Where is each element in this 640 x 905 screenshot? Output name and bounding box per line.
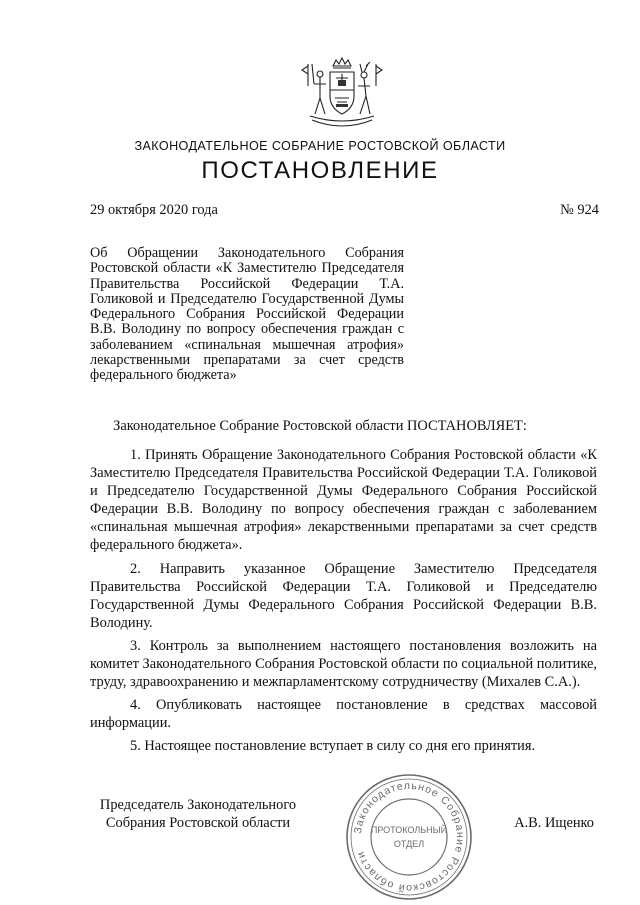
document-type-title: ПОСТАНОВЛЕНИЕ — [201, 157, 439, 184]
document-number: № 924 — [560, 202, 599, 218]
document-date: 29 октября 2020 года — [90, 202, 218, 218]
document-subject: Об Обращении Законодательного Собрания Ростовской области «К Заместителю Председателя Правительства Российской Федерации Т.А. Голиковой и Председателю Государственной Думы Федерального Собрания Российской Федерации В.В. Володину по вопросу обеспечения граждан с заболеванием «спинальная мышечная атрофия» лекарственными препаратами за счет средств федерального бюджета» — [90, 245, 404, 384]
organization-name: ЗАКОНОДАТЕЛЬНОЕ СОБРАНИЕ РОСТОВСКОЙ ОБЛАСТИ — [134, 139, 506, 153]
preamble: Законодательное Собрание Ростовской области ПОСТАНОВЛЯЕТ: — [113, 418, 527, 434]
stamp-center-line-1: ПРОТОКОЛЬНЫЙ — [370, 825, 448, 835]
resolution-item-2: 2. Направить указанное Обращение Заместителю Председателя Правительства Российской Федерации Т.А. Голиковой и Председателю Государственной Думы Федерального Собрания Российской Федерации В.В. Володину. — [90, 560, 597, 631]
stamp-center-line-2: ОТДЕЛ — [393, 839, 425, 849]
signer-position-line-2: Собрания Ростовской области — [105, 815, 291, 831]
coat-of-arms-icon — [300, 56, 384, 134]
signer-position — [88, 796, 308, 832]
resolution-item-5: 5. Настоящее постановление вступает в силу со дня его принятия. — [130, 738, 536, 755]
resolution-item-4: 4. Опубликовать настоящее постановление в средствах массовой информации. — [90, 697, 597, 732]
stamp-ring-text: Законодательное Собрание Ростовской области — [352, 779, 467, 895]
svg-text:Законодательное Собрание Росто — [352, 780, 466, 894]
signer-position-line-1: Председатель Законодательного — [99, 797, 297, 813]
resolution-items — [90, 446, 597, 761]
signer-name: А.В. Ищенко — [514, 815, 594, 831]
round-seal-stamp-icon — [343, 771, 475, 903]
resolution-item-1: 1. Принять Обращение Законодательного Собрания Ростовской области «К Заместителю Председателя Правительства Российской Федерации Т.А. Голиковой и Председателю Государственной Думы Федерального Собрания Российской Федерации В.В. Володину по вопросу обеспечения граждан с заболеванием «спинальная мышечная атрофия» лекарственными препаратами за счет средств федерального бюджета». — [90, 447, 597, 554]
resolution-item-3: 3. Контроль за выполнением настоящего постановления возложить на комитет Законодательного Собрания Ростовской области по социальной политике, труду, здравоохранению и межпарламентскому сотрудничеству (Михалев С.А.). — [90, 637, 597, 691]
